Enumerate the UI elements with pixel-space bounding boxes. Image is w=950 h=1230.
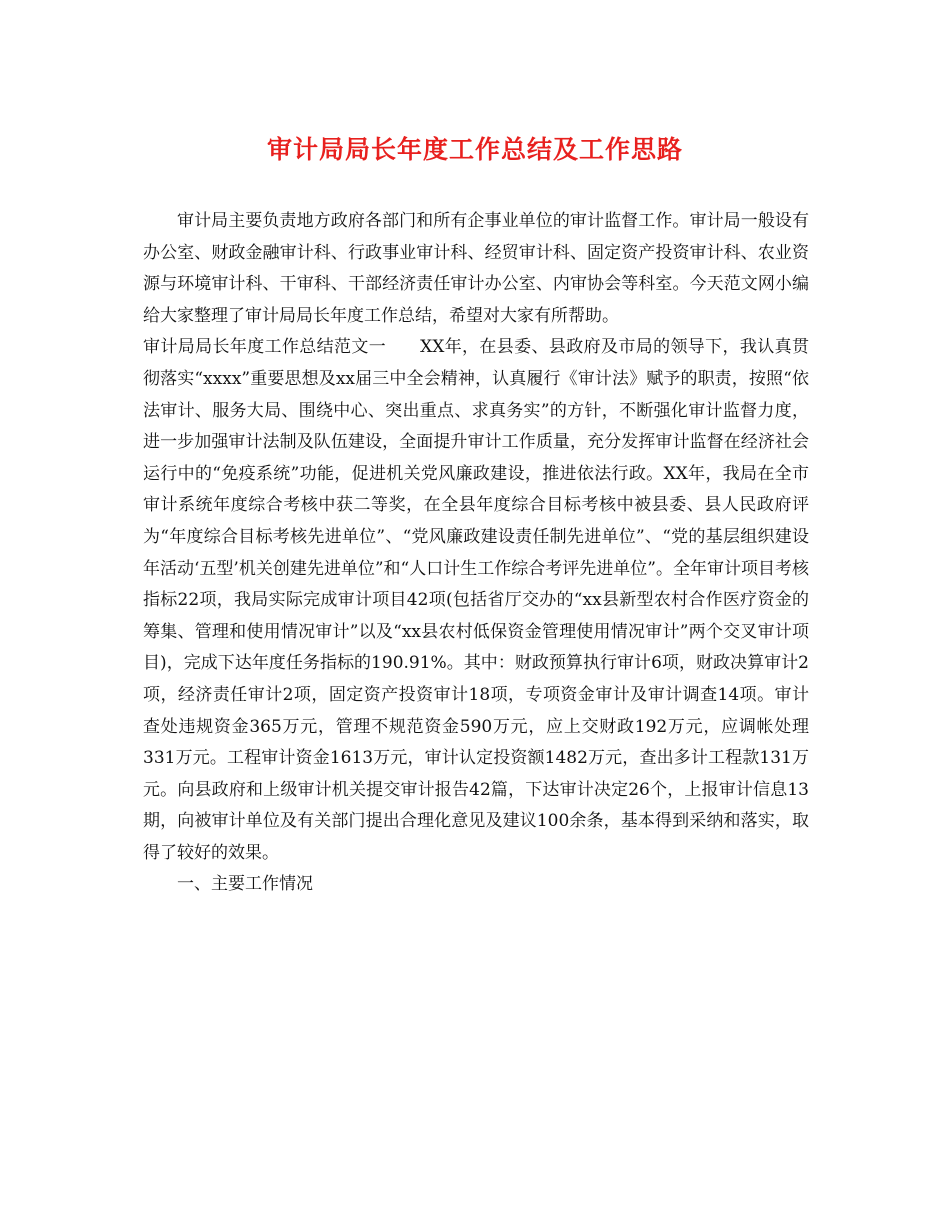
main-paragraph: [143, 332, 809, 869]
intro-paragraph: 审计局主要负责地方政府各部门和所有企事业单位的审计监督工作。审计局一般设有办公室、财政金融审计科、行政事业审计科、经贸审计科、固定资产投资审计科、农业资源与环境审计科、干审科、干部经济责任审计办公室、内审协会等科室。今天范文网小编给大家整理了审计局局长年度工作总结，希望对大家有所帮助。: [143, 211, 809, 326]
main-paragraph-text: XX年，在县委、县政府及市局的领导下，我认真贯彻落实“xxxx”重要思想及xx届三中全会精神，认真履行《审计法》赋予的职责，按照“依法审计、服务大局、围绕中心、突出重点、求真务实”的方针，不断强化审计监督力度，进一步加强审计法制及队伍建设，全面提升审计工作质量，充分发挥审计监督在经济社会运行中的“免疫系统”功能，促进机关党风廉政建设，推进依法行政。XX年，我局在全市审计系统年度综合考核中获二等奖，在全县年度综合目标考核中被县委、县人民政府评为“年度综合目标考核先进单位”、“党风廉政建设责任制先进单位”、“党的基层组织建设年活动‘五型’机关创建先进单位”和“人口计生工作综合考评先进单位”。全年审计项目考核指标22项，我局实际完成审计项目42项(包括省厅交办的“xx县新型农村合作医疗资金的筹集、管理和使用情况审计”以及“xx县农村低保资金管理使用情况审计”两个交叉审计项目)，完成下达年度任务指标的190.91%。其中：财政预算执行审计6项，财政决算审计2项，经济责任审计2项，固定资产投资审计18项，专项资金审计及审计调查14项。审计查处违规资金365万元，管理不规范资金590万元，应上交财政192万元，应调帐处理331万元。工程审计资金1613万元，审计认定投资额1482万元，查出多计工程款131万元。向县政府和上级审计机关提交审计报告42篇，下达审计决定26个，上报审计信息13期，向被审计单位及有关部门提出合理化意见及建议100余条，基本得到采纳和落实，取得了较好的效果。: [143, 337, 809, 863]
section-heading: 一、主要工作情况: [177, 874, 313, 895]
document-body: [143, 206, 809, 901]
section-label: 审计局局长年度工作总结范文一: [143, 337, 387, 358]
document-title: 审计局局长年度工作总结及工作思路: [266, 135, 683, 164]
